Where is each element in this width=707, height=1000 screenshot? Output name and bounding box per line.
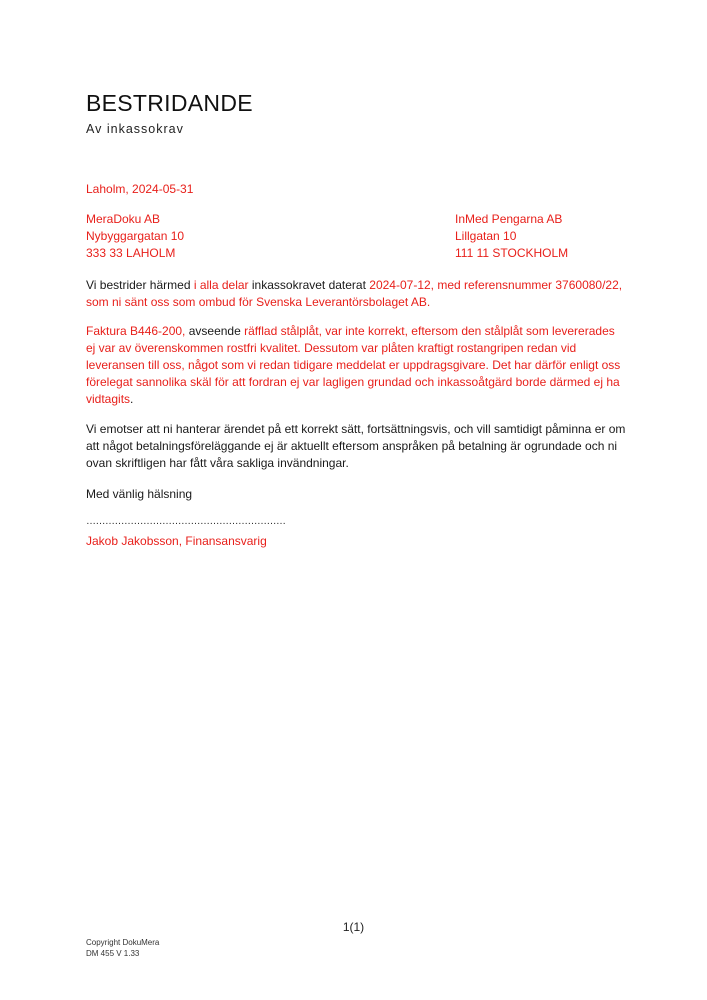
p2-highlight-2: räfflad stålplåt, var inte korrekt, eftersom den stålplåt som levererades ej var av överenskommen rostfri kvalitet. Dessutom var plåten kraftigt rostangripen redan vid leveransen till oss, något som vi redan tidigare meddelat er uppdragsgivare. Det har därför enligt oss förelegat sannolika skäl för att fordran ej var lagligen grundad och inkassoåtgärd borde därmed ej ha vidtagits [86, 324, 621, 406]
sender-street: Nybyggargatan 10 [86, 229, 185, 243]
p2-text-2: . [130, 392, 134, 406]
sender-name: MeraDoku AB [86, 212, 161, 226]
signature-line: ……………………………………………………… [86, 516, 286, 527]
recipient-postal: 111 11 STOCKHOLM [455, 246, 569, 260]
recipient-name: InMed Pengarna AB [455, 212, 563, 226]
p2-highlight-1: Faktura B446-200, [86, 324, 186, 338]
paragraph-invoice [86, 323, 626, 408]
sender-address [86, 211, 184, 262]
p1-text-2: inkassokravet daterat [248, 278, 370, 292]
footer-doc-id: DM 455 V 1.33 [86, 949, 140, 958]
footer [86, 937, 159, 959]
sender-postal: 333 33 LAHOLM [86, 246, 176, 260]
paragraph-request: Vi emotser att ni hanterar ärendet på ett korrekt sätt, fortsättningsvis, och vill samtidigt påminna er om att något betalningsföreläggande ej är aktuellt eftersom anspråken på betalning är ogrundade och ni ovan skriftligen har fått våra sakliga invändningar. [86, 422, 626, 470]
signer-name: Jakob Jakobsson, Finansansvarig [86, 534, 267, 548]
page-number: 1(1) [342, 920, 365, 934]
closing-greeting: Med vänlig hälsning [86, 487, 193, 501]
place-date: Laholm, 2024-05-31 [86, 182, 194, 196]
footer-copyright: Copyright DokuMera [86, 938, 160, 947]
p2-text-1: avseende [185, 324, 245, 338]
p1-text-1: Vi bestrider härmed [86, 278, 194, 292]
recipient-address [455, 211, 568, 262]
p1-highlight-1: i alla delar [193, 278, 249, 292]
document-title: BESTRIDANDE [86, 90, 253, 116]
paragraph-dispute [86, 277, 626, 311]
recipient-street: Lillgatan 10 [455, 229, 517, 243]
document-subtitle: Av inkassokrav [86, 122, 184, 136]
p1-highlight-2: 2024-07-12, med referensnummer 3760080/22, som ni sänt oss som ombud för Svenska Leverantörsbolaget AB. [86, 278, 623, 309]
